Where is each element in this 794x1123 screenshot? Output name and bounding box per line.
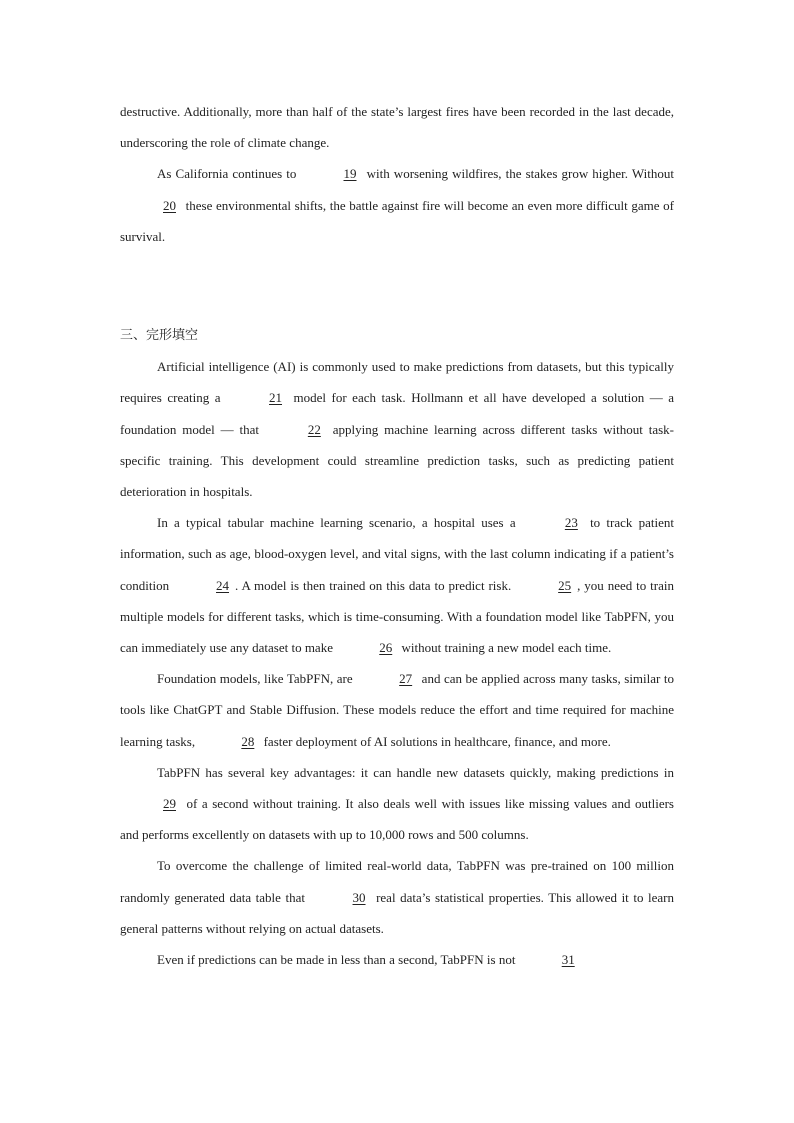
blank-31[interactable]: 31: [561, 952, 575, 968]
paragraph-text: model for each task. Hollmann et all have developed a solution — a foundation model — that: [120, 390, 674, 437]
paragraph-text: of a second without training. It also deals well with issues like missing values and outliers and performs excellently on datasets with up to 10,000 rows and 500 columns.: [120, 796, 674, 843]
paragraph-text: real data’s statistical properties. This allowed it to learn general patterns without relying on actual datasets.: [120, 889, 674, 936]
paragraph: [120, 351, 674, 507]
paragraph-text: As California continues to: [157, 166, 301, 182]
paragraph: [120, 757, 674, 851]
paragraph-text: Artificial intelligence (AI) is commonly used to make predictions from datasets, but this typically requires creating a: [120, 359, 674, 406]
paragraph: [120, 944, 674, 975]
paragraph-text: . A model is then trained on this data to predict risk.: [235, 577, 516, 593]
top-section: [120, 96, 674, 252]
blank-26[interactable]: 26: [379, 640, 393, 656]
blank-22[interactable]: 22: [307, 421, 321, 437]
paragraph-text: applying machine learning across different tasks without task-specific training. This development could streamline prediction tasks, such as predicting patient deterioration in hospitals.: [120, 421, 675, 500]
blank-28[interactable]: 28: [241, 733, 255, 749]
paragraph-text: Foundation models, like TabPFN, are: [157, 671, 357, 687]
blank-30[interactable]: 30: [352, 889, 366, 905]
cloze-section: [120, 320, 674, 975]
paragraph-text: destructive. Additionally, more than half of the state’s largest fires have been recorded in the last decade, underscoring the role of climate change.: [120, 104, 674, 151]
blank-20[interactable]: 20: [163, 197, 176, 213]
paragraph-text: To overcome the challenge of limited real-world data, TabPFN was pre-trained on 100 million randomly generated data table that: [120, 858, 674, 905]
blank-21[interactable]: 21: [269, 390, 283, 406]
blank-25[interactable]: 25: [558, 577, 572, 593]
paragraph: [120, 850, 674, 944]
paragraph-text: In a typical tabular machine learning scenario, a hospital uses a: [157, 515, 522, 531]
blank-29[interactable]: 29: [163, 796, 176, 812]
paragraph: [120, 507, 674, 663]
paragraph-text: without training a new model each time.: [398, 640, 612, 656]
paragraph-text: to track patient information, such as age, blood-oxygen level, and vital signs, with the last column indicating if a patient’s condition: [120, 515, 674, 593]
paragraph-text: , you need to train multiple models for different tasks, which is time-consuming. With a foundation model like TabPFN, you can immediately use any dataset to make: [120, 577, 674, 656]
paragraph-text: faster deployment of AI solutions in healthcare, finance, and more.: [260, 733, 611, 749]
blank-27[interactable]: 27: [399, 671, 413, 687]
paragraph: [120, 158, 674, 252]
paragraph-text: Even if predictions can be made in less than a second, TabPFN is not: [157, 952, 519, 968]
section-heading: 三、完形填空: [120, 328, 199, 343]
paragraph-text: and can be applied across many tasks, similar to tools like ChatGPT and Stable Diffusion. These models reduce the effort and time required for machine learning tasks,: [120, 671, 674, 749]
paragraph: [120, 663, 674, 757]
paragraph-text: these environmental shifts, the battle against fire will become an even more difficult game of survival.: [120, 197, 674, 244]
blank-19[interactable]: 19: [343, 166, 357, 182]
blank-24[interactable]: 24: [216, 577, 230, 593]
paragraph: [120, 96, 674, 158]
blank-23[interactable]: 23: [564, 515, 578, 531]
paragraph-text: TabPFN has several key advantages: it can handle new datasets quickly, making predictions in: [157, 764, 674, 780]
paragraph-text: with worsening wildfires, the stakes grow higher. Without: [362, 166, 674, 182]
